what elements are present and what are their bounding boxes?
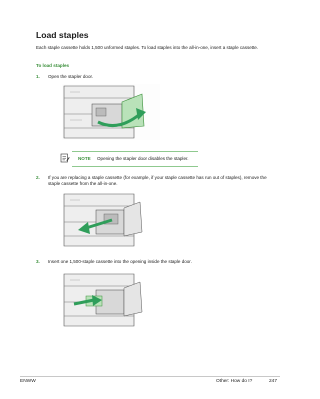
remove-staple-cassette-illustration	[60, 192, 180, 248]
note-label: NOTE	[78, 156, 91, 161]
stapler-door-open-illustration	[60, 84, 180, 140]
footer-rule	[20, 376, 280, 377]
step-text: Open the stapler door.	[48, 74, 93, 79]
note-rule-bottom	[72, 166, 198, 167]
step-text: If you are replacing a staple cassette (for example, if your staple cassette has run out of staples), remove the staple cassette from the all-in-one.	[48, 175, 267, 187]
note-rule-top	[72, 151, 198, 152]
page-title: Load staples	[36, 30, 89, 40]
step-number: 3.	[36, 259, 40, 264]
page-number: 247	[269, 379, 278, 384]
step-number: 2.	[36, 175, 40, 180]
intro-paragraph: Each staple cassette holds 1,500 unformed staples. To load staples into the all-in-one, insert a staple cassette.	[36, 45, 259, 50]
step-text: Insert one 1,500-staple cassette into the opening inside the staple door.	[48, 259, 192, 264]
note-icon	[60, 153, 70, 163]
procedure-heading: To load staples	[36, 63, 70, 68]
note-text: Opening the stapler door disables the stapler.	[97, 156, 189, 161]
step-number: 1.	[36, 74, 40, 79]
insert-staple-cassette-illustration	[60, 272, 180, 328]
footer-section: Other: How do I?	[216, 379, 253, 384]
footer-left: ENWW	[20, 379, 36, 384]
